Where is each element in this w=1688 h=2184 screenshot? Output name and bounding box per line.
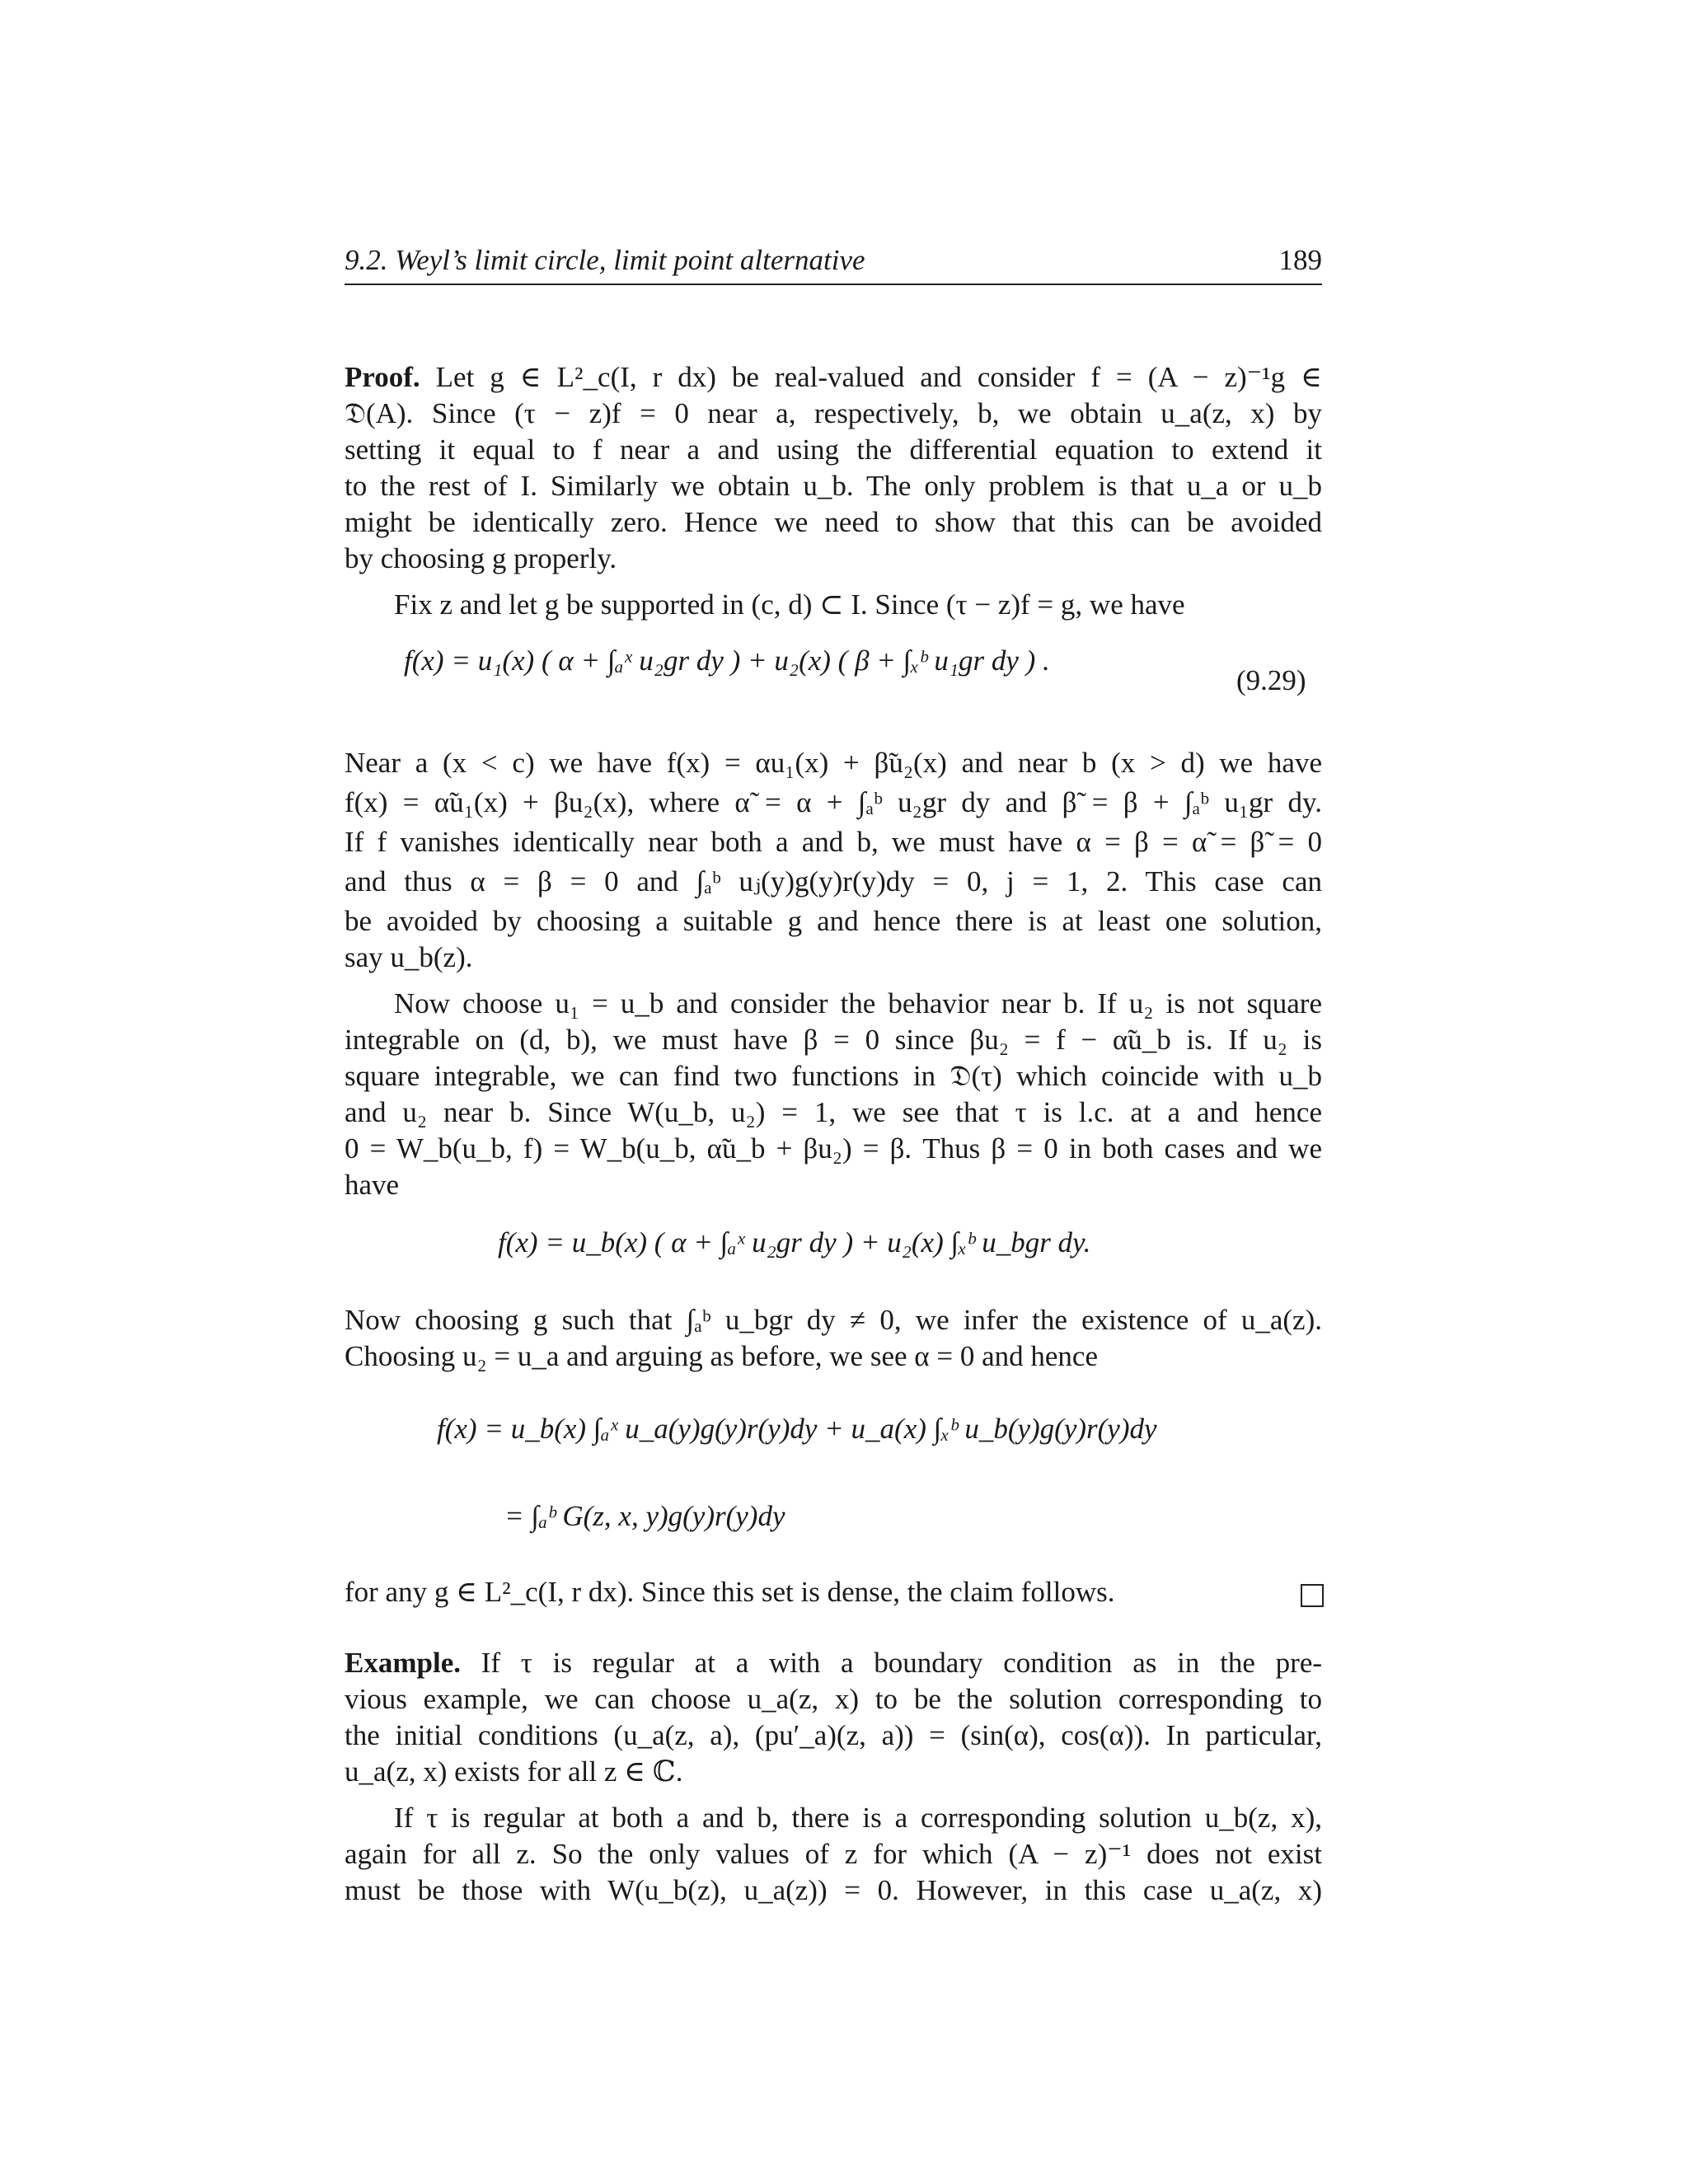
equation-3b: = ∫ₐᵇ G(z, x, y)g(y)r(y)dy [504,1500,785,1532]
now-line-2: integrable on (d, b), we must have β = 0 since βu₂ = f − α̃u_b is. If u₂ is [345,1024,1322,1056]
equation-number: (9.29) [1236,664,1306,696]
text-line: Let g ∈ L²_c(I, r dx) be real-valued and consider f = (A − z)⁻¹g ∈ [435,361,1322,393]
equation-2: f(x) = u_b(x) ( α + ∫ₐˣ u₂gr dy ) + u₂(x) ∫ₓᵇ u_bgr dy. [498,1226,1091,1258]
running-head [345,244,1322,285]
example-line-4: u_a(z, x) exists for all z ∈ ℂ. [345,1755,683,1788]
example-label: Example. [345,1647,461,1679]
now-line-6: have [345,1169,400,1201]
example-line-1 [345,1645,1322,1681]
near-line-4: and thus α = β = 0 and ∫ₐᵇ uⱼ(y)g(y)r(y)dy = 0, j = 1, 2. This case can [345,865,1322,898]
example-line-2: vious example, we can choose u_a(z, x) to be the solution corresponding to [345,1683,1322,1715]
proof-line-4: to the rest of I. Similarly we obtain u_b. The only problem is that u_a or u_b [345,470,1322,502]
equation-9-29: f(x) = u₁(x) ( α + ∫ₐˣ u₂gr dy ) + u₂(x) ( β + ∫ₓᵇ u₁gr dy ) . [404,644,1050,677]
near-line-1: Near a (x < c) we have f(x) = αu₁(x) + β̃u₂(x) and near b (x > d) we have [345,747,1322,779]
for-any-line: for any g ∈ L²_c(I, r dx). Since this set is dense, the claim follows. [345,1576,1115,1608]
proof-line-3: setting it equal to f near a and using the differential equation to extend it [345,434,1322,466]
now-line-1: Now choose u₁ = u_b and consider the behavior near b. If u₂ is not square [394,987,1322,1019]
regular-line-1: If τ is regular at both a and b, there is a corresponding solution u_b(z, x), [394,1802,1322,1834]
proof-line-5: might be identically zero. Hence we need to show that this can be avoided [345,506,1322,538]
page-number: 189 [1278,244,1322,276]
regular-line-3: must be those with W(u_b(z), u_a(z)) = 0. However, in this case u_a(z, x) [345,1874,1322,1906]
section-title: 9.2. Weyl’s limit circle, limit point alternative [345,244,865,276]
choose-line-2: Choosing u₂ = u_a and arguing as before, we see α = 0 and hence [345,1340,1098,1372]
proof-line-1 [345,359,1322,396]
now-line-3: square integrable, we can find two functions in 𝔇(τ) which coincide with u_b [345,1060,1322,1092]
now-line-5: 0 = W_b(u_b, f) = W_b(u_b, α̃u_b + βu₂) = β. Thus β = 0 in both cases and we [345,1132,1322,1165]
proof-label: Proof. [345,361,420,393]
text-line: If τ is regular at a with a boundary condition as in the pre- [481,1647,1323,1679]
fix-line: Fix z and let g be supported in (c, d) ⊂ I. Since (τ − z)f = g, we have [394,588,1185,621]
near-line-6: say u_b(z). [345,941,473,973]
equation-3a: f(x) = u_b(x) ∫ₐˣ u_a(y)g(y)r(y)dy + u_a(x) ∫ₓᵇ u_b(y)g(y)r(y)dy [437,1413,1157,1445]
now-line-4: and u₂ near b. Since W(u_b, u₂) = 1, we see that τ is l.c. at a and hence [345,1096,1322,1128]
near-line-5: be avoided by choosing a suitable g and hence there is at least one solution, [345,905,1322,937]
qed-box [1301,1584,1324,1607]
choose-line-1: Now choosing g such that ∫ₐᵇ u_bgr dy ≠ 0, we infer the existence of u_a(z). [345,1304,1322,1336]
proof-line-6: by choosing g properly. [345,542,617,574]
regular-line-2: again for all z. So the only values of z for which (A − z)⁻¹ does not exist [345,1838,1322,1870]
near-line-3: If f vanishes identically near both a and b, we must have α = β = α̃ = β̃ = 0 [345,826,1322,858]
proof-line-2: 𝔇(A). Since (τ − z)f = 0 near a, respectively, b, we obtain u_a(z, x) by [345,397,1322,429]
near-line-2: f(x) = α̃u₁(x) + βu₂(x), where α̃ = α + ∫ₐᵇ u₂gr dy and β̃ = β + ∫ₐᵇ u₁gr dy. [345,786,1322,818]
example-line-3: the initial conditions (u_a(z, a), (pu′_a)(z, a)) = (sin(α), cos(α)). In particular, [345,1719,1322,1751]
